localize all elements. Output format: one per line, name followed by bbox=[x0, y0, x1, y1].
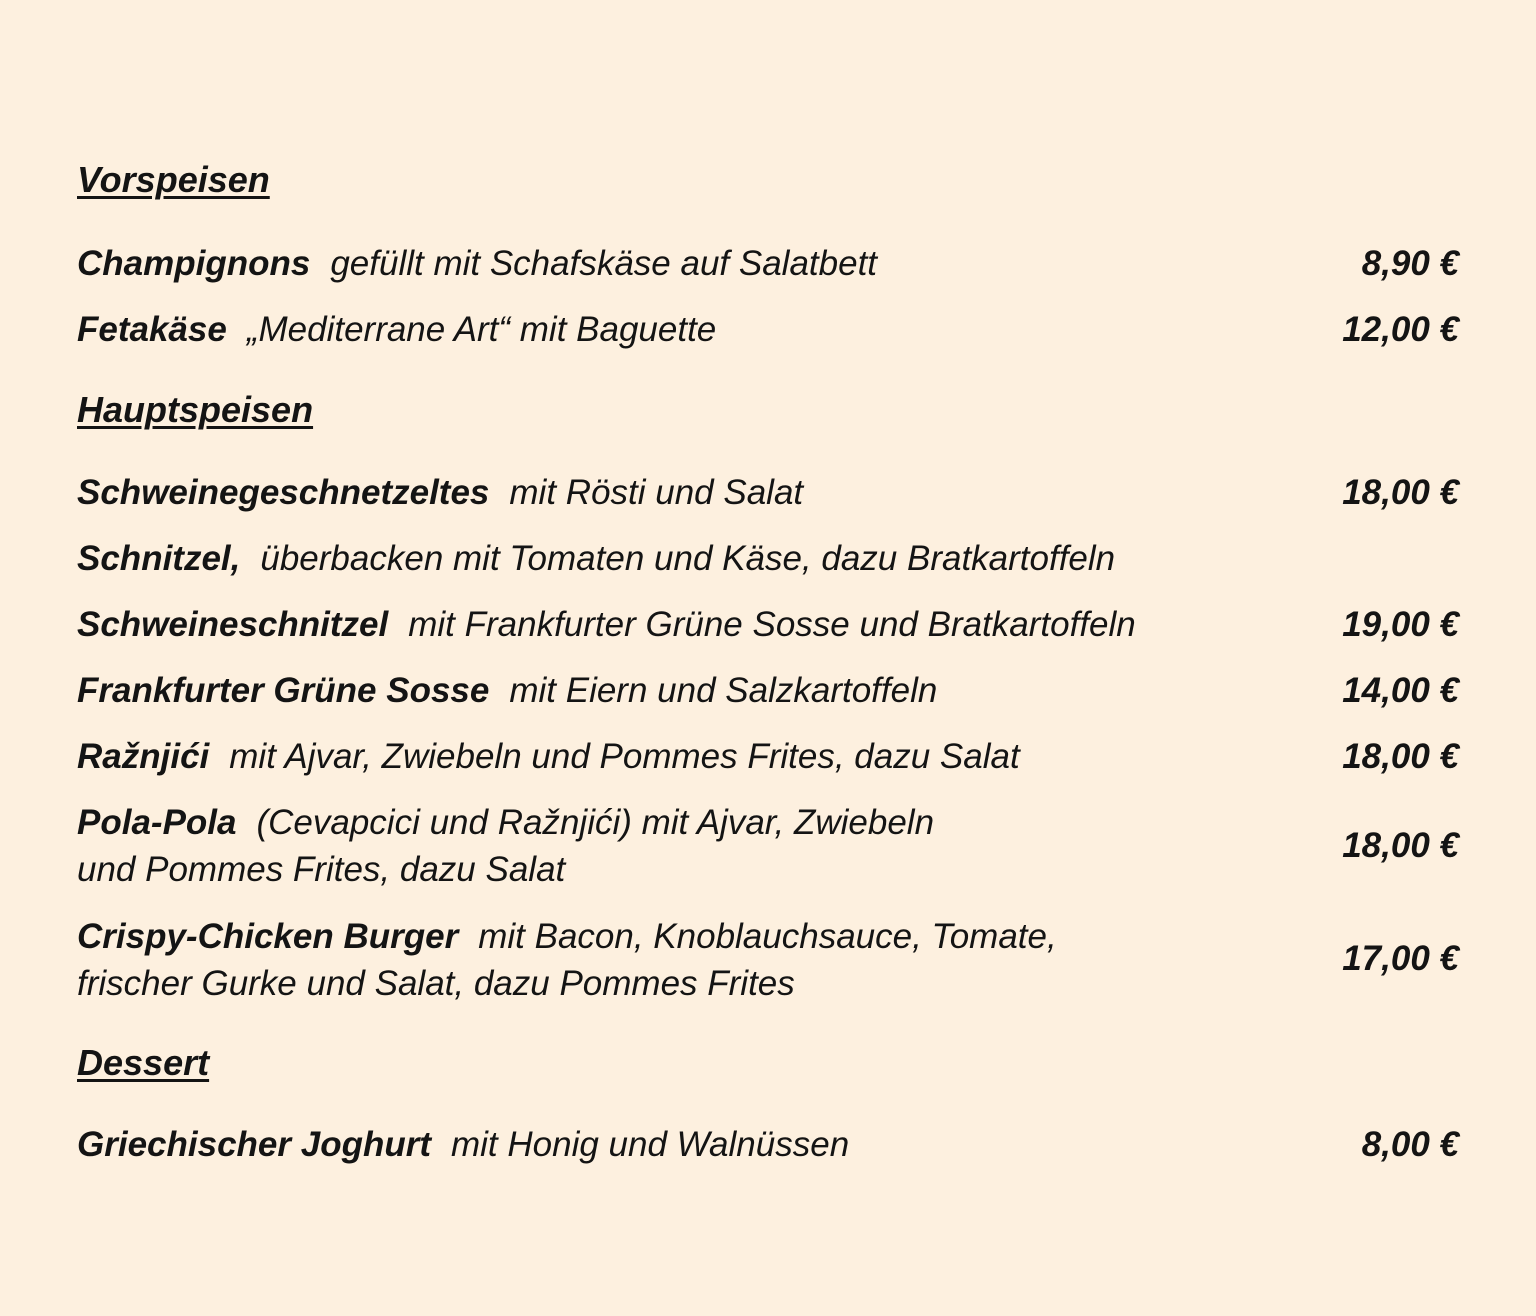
item-name: Ražnjići bbox=[77, 737, 210, 776]
item-description: mit Rösti und Salat bbox=[509, 473, 804, 512]
item-price: 18,00 € bbox=[1342, 826, 1459, 865]
section-title-vorspeisen: Vorspeisen bbox=[77, 159, 270, 200]
menu-item bbox=[77, 667, 1459, 714]
item-name: Pola-Pola bbox=[77, 803, 237, 842]
item-price: 17,00 € bbox=[1342, 939, 1459, 978]
item-description: mit Eiern und Salzkartoffeln bbox=[509, 671, 938, 710]
item-price: 8,00 € bbox=[1361, 1125, 1459, 1164]
item-description: mit Ajvar, Zwiebeln und Pommes Frites, dazu Salat bbox=[229, 737, 1020, 776]
menu-item bbox=[77, 913, 1459, 1007]
menu-item bbox=[77, 535, 1459, 582]
item-name: Fetakäse bbox=[77, 310, 227, 349]
item-name: Champignons bbox=[77, 244, 311, 283]
item-description: gefüllt mit Schafskäse auf Salatbett bbox=[330, 244, 878, 283]
item-price: 18,00 € bbox=[1342, 473, 1459, 512]
item-description: mit Honig und Walnüssen bbox=[450, 1125, 850, 1164]
item-name: Schweinegeschnetzeltes bbox=[77, 473, 490, 512]
item-description: überbacken mit Tomaten und Käse, dazu Bratkartoffeln bbox=[260, 539, 1116, 578]
menu-item bbox=[77, 799, 1459, 893]
menu-item bbox=[77, 601, 1459, 648]
item-description: mit Bacon, Knoblauchsauce, Tomate, bbox=[478, 917, 1057, 956]
item-name: Schnitzel, bbox=[77, 539, 241, 578]
item-name: Frankfurter Grüne Sosse bbox=[77, 671, 490, 710]
item-description: mit Frankfurter Grüne Sosse und Bratkartoffeln bbox=[408, 605, 1136, 644]
item-name: Crispy-Chicken Burger bbox=[77, 917, 459, 956]
item-price: 12,00 € bbox=[1342, 310, 1459, 349]
menu-item bbox=[77, 1121, 1459, 1168]
section-title-hauptspeisen: Hauptspeisen bbox=[77, 389, 314, 430]
menu-item bbox=[77, 306, 1459, 353]
item-price: 8,90 € bbox=[1361, 244, 1459, 283]
menu-item bbox=[77, 469, 1459, 516]
item-price: 18,00 € bbox=[1342, 737, 1459, 776]
section-title-dessert: Dessert bbox=[77, 1042, 210, 1083]
item-description-line2: frischer Gurke und Salat, dazu Pommes Frites bbox=[77, 964, 795, 1003]
item-price: 14,00 € bbox=[1342, 671, 1459, 710]
item-name: Schweineschnitzel bbox=[77, 605, 389, 644]
item-description: „Mediterrane Art“ mit Baguette bbox=[246, 310, 717, 349]
item-description-line2: und Pommes Frites, dazu Salat bbox=[77, 850, 566, 889]
menu-item bbox=[77, 733, 1459, 780]
item-description: (Cevapcici und Ražnjići) mit Ajvar, Zwiebeln bbox=[256, 803, 935, 842]
item-name: Griechischer Joghurt bbox=[77, 1125, 431, 1164]
menu-item bbox=[77, 240, 1459, 287]
item-price: 19,00 € bbox=[1342, 605, 1459, 644]
